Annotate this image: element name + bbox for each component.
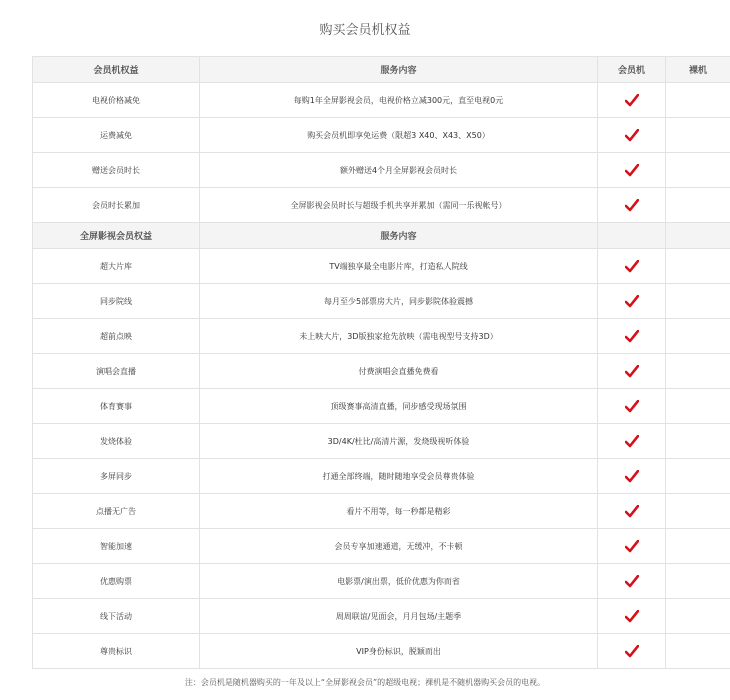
benefit-cell: 超前点映 (33, 319, 200, 354)
table-row (33, 599, 730, 634)
table-row (33, 153, 730, 188)
content-cell: 全屏影视会员时长与超级手机共享并累加（需同一乐视帐号） (200, 188, 598, 223)
bare-cell (666, 188, 730, 223)
table-row (33, 459, 730, 494)
member-cell (598, 424, 666, 459)
content-cell: VIP身份标识，脱颖而出 (200, 634, 598, 669)
section-header-content: 服务内容 (200, 223, 598, 249)
bare-cell (666, 354, 730, 389)
check-icon (625, 437, 639, 446)
member-cell (598, 153, 666, 188)
table-row (33, 564, 730, 599)
bare-cell (666, 494, 730, 529)
table-header-row (33, 57, 730, 83)
member-cell (598, 354, 666, 389)
content-cell: 付费演唱会直播免费看 (200, 354, 598, 389)
benefit-cell: 演唱会直播 (33, 354, 200, 389)
benefit-cell: 体育赛事 (33, 389, 200, 424)
bare-cell (666, 284, 730, 319)
table-row (33, 284, 730, 319)
member-cell (598, 319, 666, 354)
table-row (33, 424, 730, 459)
content-cell: 周周联谊/见面会，月月包场/主题季 (200, 599, 598, 634)
section-header-empty (666, 223, 730, 249)
bare-cell (666, 118, 730, 153)
content-cell: 电影票/演出票，低价优惠为你而省 (200, 564, 598, 599)
check-icon (625, 131, 639, 140)
member-cell (598, 389, 666, 424)
check-icon (625, 507, 639, 516)
benefit-cell: 电视价格减免 (33, 83, 200, 118)
member-cell (598, 284, 666, 319)
footnote: 注：会员机是随机器购买的一年及以上“全屏影视会员”的超级电视；裸机是不随机器购买会员的电视。 (184, 678, 546, 687)
table-row (33, 118, 730, 153)
check-icon (625, 201, 639, 210)
bare-cell (666, 634, 730, 669)
content-cell: 购买会员机即享免运费（限超3 X40、X43、X50） (200, 118, 598, 153)
benefits-table (32, 56, 730, 669)
header-content: 服务内容 (200, 57, 598, 83)
check-icon (625, 542, 639, 551)
header-bare-machine: 裸机 (666, 57, 730, 83)
content-cell: 3D/4K/杜比/高清片源，发烧级视听体验 (200, 424, 598, 459)
table-row (33, 188, 730, 223)
header-member-machine: 会员机 (598, 57, 666, 83)
member-cell (598, 188, 666, 223)
check-icon (625, 647, 639, 656)
benefit-cell: 优惠购票 (33, 564, 200, 599)
benefit-cell: 运费减免 (33, 118, 200, 153)
table-row (33, 634, 730, 669)
table-row (33, 83, 730, 118)
content-cell: 每购1年全屏影视会员，电视价格立减300元，直至电视0元 (200, 83, 598, 118)
content-cell: 每月至少5部票房大片，同步影院体验震撼 (200, 284, 598, 319)
bare-cell (666, 529, 730, 564)
content-cell: 未上映大片，3D版独家抢先放映（需电视型号支持3D） (200, 319, 598, 354)
benefit-cell: 同步院线 (33, 284, 200, 319)
benefit-cell: 多屏同步 (33, 459, 200, 494)
benefit-cell: 点播无广告 (33, 494, 200, 529)
check-icon (625, 577, 639, 586)
check-icon (625, 402, 639, 411)
table-row (33, 529, 730, 564)
check-icon (625, 612, 639, 621)
check-icon (625, 332, 639, 341)
check-icon (625, 297, 639, 306)
benefit-cell: 智能加速 (33, 529, 200, 564)
section-header-row (33, 223, 730, 249)
benefit-cell: 超大片库 (33, 249, 200, 284)
section-header-empty (598, 223, 666, 249)
benefit-cell: 尊贵标识 (33, 634, 200, 669)
member-cell (598, 564, 666, 599)
table-row (33, 389, 730, 424)
bare-cell (666, 319, 730, 354)
table-row (33, 354, 730, 389)
member-cell (598, 529, 666, 564)
bare-cell (666, 564, 730, 599)
check-icon (625, 472, 639, 481)
bare-cell (666, 249, 730, 284)
check-icon (625, 262, 639, 271)
member-cell (598, 494, 666, 529)
member-cell (598, 83, 666, 118)
member-cell (598, 459, 666, 494)
table-row (33, 249, 730, 284)
bare-cell (666, 389, 730, 424)
bare-cell (666, 153, 730, 188)
check-icon (625, 367, 639, 376)
check-icon (625, 166, 639, 175)
content-cell: 额外赠送4个月全屏影视会员时长 (200, 153, 598, 188)
bare-cell (666, 424, 730, 459)
bare-cell (666, 83, 730, 118)
table-row (33, 494, 730, 529)
benefit-cell: 发烧体验 (33, 424, 200, 459)
content-cell: 打通全部终端，随时随地享受会员尊贵体验 (200, 459, 598, 494)
member-cell (598, 249, 666, 284)
content-cell: 顶级赛事高清直播，同步感受现场氛围 (200, 389, 598, 424)
benefit-cell: 赠送会员时长 (33, 153, 200, 188)
benefit-cell: 线下活动 (33, 599, 200, 634)
page-title: 购买会员机权益 (319, 23, 411, 38)
bare-cell (666, 599, 730, 634)
bare-cell (666, 459, 730, 494)
content-cell: TV端独享最全电影片库，打造私人院线 (200, 249, 598, 284)
content-cell: 看片不用等，每一秒都是精彩 (200, 494, 598, 529)
member-cell (598, 118, 666, 153)
table-row (33, 319, 730, 354)
content-cell: 会员专享加速通道，无缓冲，不卡顿 (200, 529, 598, 564)
check-icon (625, 96, 639, 105)
member-cell (598, 634, 666, 669)
benefit-cell: 会员时长累加 (33, 188, 200, 223)
header-benefit: 会员机权益 (33, 57, 200, 83)
section-header-benefit: 全屏影视会员权益 (33, 223, 200, 249)
member-cell (598, 599, 666, 634)
